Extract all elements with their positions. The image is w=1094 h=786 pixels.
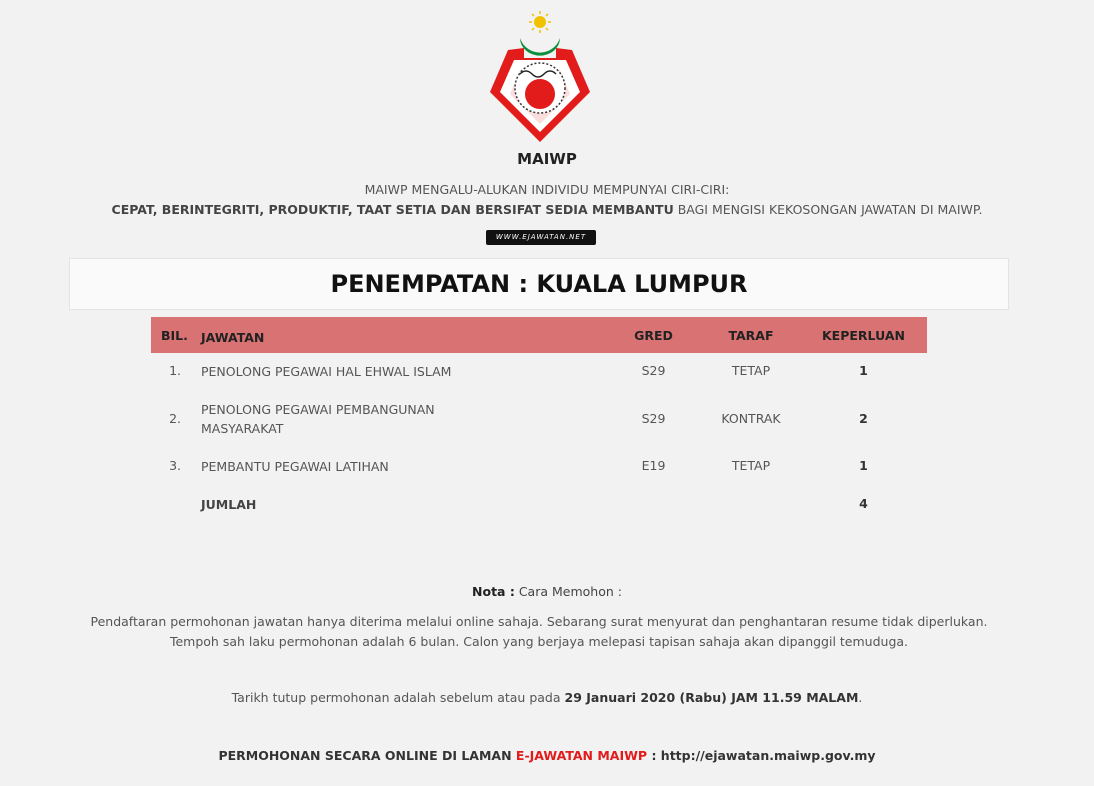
cell-jawatan: PEMBANTU PEGAWAI LATIHAN <box>201 459 389 474</box>
cell-taraf: TETAP <box>731 363 771 378</box>
closing-date <box>0 690 1094 705</box>
cell-keperluan: 2 <box>859 411 868 426</box>
vacancy-table <box>151 317 927 524</box>
nota-body: Pendaftaran permohonan jawatan hanya diterima melalui online sahaja. Sebarang surat menyurat dan penghantaran resume tidak diperlukan. Tempoh sah laku permohonan adalah 6 bulan. Calon yang berjaya melepasi tapisan sahaja akan dipanggil temuduga. <box>90 614 988 649</box>
cell-bil: 3. <box>169 458 181 473</box>
closing-date-value: 29 Januari 2020 (Rabu) JAM 11.59 MALAM <box>564 690 859 705</box>
cell-keperluan: 1 <box>859 458 868 473</box>
table-row <box>151 353 927 391</box>
online-application <box>0 748 1094 763</box>
cell-bil: 2. <box>169 411 181 426</box>
intro-line-1: MAIWP MENGALU-ALUKAN INDIVIDU MEMPUNYAI CIRI-CIRI: <box>364 182 730 197</box>
cell-jawatan: PENOLONG PEGAWAI PEMBANGUNAN MASYARAKAT <box>201 402 435 436</box>
intro-values: CEPAT, BERINTEGRITI, PRODUKTIF, TAAT SETIA DAN BERSIFAT SEDIA MEMBANTU <box>111 202 674 217</box>
header-keperluan: KEPERLUAN <box>822 328 905 343</box>
maiwp-logo <box>480 10 600 150</box>
nota-label: Nota : <box>472 584 515 599</box>
header-taraf: TARAF <box>728 328 774 343</box>
table-row <box>151 448 927 486</box>
table-header <box>151 317 927 353</box>
cell-gred: S29 <box>641 363 666 378</box>
cell-jawatan: PENOLONG PEGAWAI HAL EHWAL ISLAM <box>201 364 452 379</box>
cell-bil: 1. <box>169 363 181 378</box>
sun-icon <box>529 11 551 33</box>
cell-gred: E19 <box>641 458 666 473</box>
online-prefix: PERMOHONAN SECARA ONLINE DI LAMAN <box>218 748 516 763</box>
cell-taraf: TETAP <box>731 458 771 473</box>
header-gred: GRED <box>634 328 673 343</box>
online-url-link[interactable]: http://ejawatan.maiwp.gov.my <box>660 748 876 763</box>
closing-prefix: Tarikh tutup permohonan adalah sebelum atau pada <box>231 690 565 705</box>
total-label: JUMLAH <box>201 497 257 512</box>
nota-subtitle: Cara Memohon : <box>514 584 622 599</box>
table-row <box>151 391 927 448</box>
location-heading: PENEMPATAN : KUALA LUMPUR <box>69 258 1009 310</box>
cell-gred: S29 <box>641 411 666 426</box>
online-site-link[interactable]: E-JAWATAN MAIWP <box>515 748 648 763</box>
intro-rest: BAGI MENGISI KEKOSONGAN JAWATAN DI MAIWP. <box>673 202 983 217</box>
online-separator: : <box>647 748 661 763</box>
logo-name: MAIWP <box>517 150 577 168</box>
cell-keperluan: 1 <box>859 363 868 378</box>
ejawatan-badge[interactable]: WWW.EJAWATAN.NET <box>486 230 596 245</box>
header-jawatan: JAWATAN <box>201 330 265 345</box>
intro-line-2 <box>0 202 1094 217</box>
cell-taraf: KONTRAK <box>721 411 781 426</box>
table-total-row <box>151 486 927 524</box>
header-bil: BIL. <box>161 328 188 343</box>
closing-suffix: . <box>858 690 863 705</box>
total-value: 4 <box>859 496 868 511</box>
nota-title <box>0 584 1094 599</box>
